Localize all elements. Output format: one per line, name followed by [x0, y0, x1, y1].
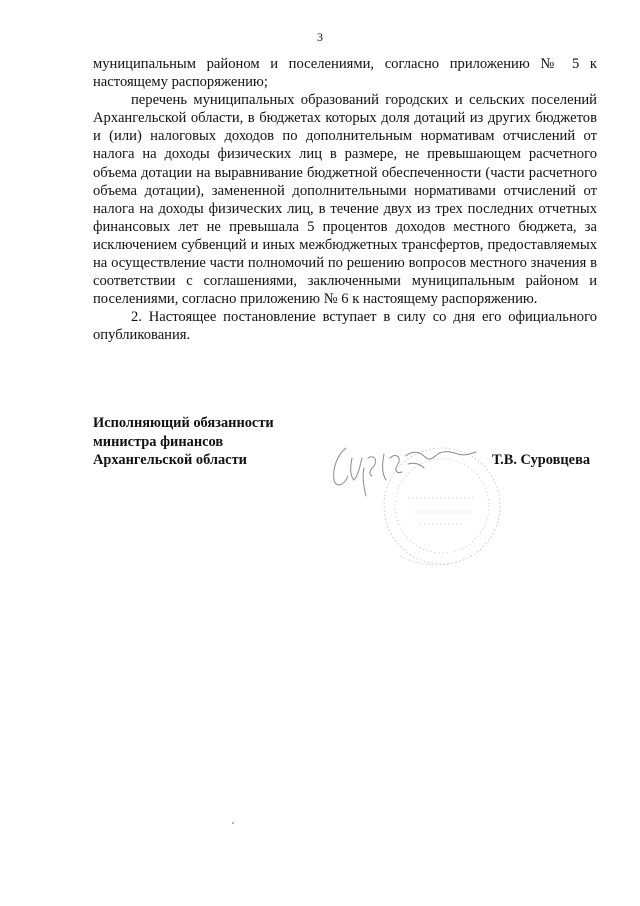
signature-and-stamp: [312, 428, 522, 578]
signatory-title-line-3: Архангельской области: [93, 452, 247, 469]
stamp-impression: [384, 448, 500, 565]
paragraph-effective-date: 2. Настоящее постановление вступает в силу со дня его официального опубликования.: [93, 309, 597, 344]
signatory-title-line-1: Исполняющий обязанности: [93, 415, 274, 431]
paragraph-continuation: муниципальным районом и поселениями, согласно приложению № 5 к настоящему распоряжению;: [93, 56, 597, 91]
scan-artifact: [232, 822, 234, 824]
paragraph-list-item: перечень муниципальных образований городских и сельских поселений Архангельской области, в бюджетах которых доля дотаций из других бюджетов и (или) налоговых доходов по дополнительным нормативам отчислений от налога на доходы физических лиц в размере, не превышающем расчетного объема дотации на выравнивание бюджетной обеспеченности (части расчетного объема дотации), замененной дополнительными нормативами отчислений от налога на доходы физических лиц, в течение двух из трех последних отчетных финансовых лет не превышала 5 процентов доходов местного бюджета, за исключением субвенций и иных межбюджетных трансфертов, предоставляемых на осуществление части полномочий по решению вопросов местного значения в соответствии с соглашениями, заключенными муниципальным районом и поселениями, согласно приложению № 6 к настоящему распоряжению.: [93, 92, 597, 308]
page-number: 3: [317, 30, 323, 44]
signatory-name: Т.В. Суровцева: [492, 452, 591, 468]
document-body: [93, 55, 597, 345]
signatory-position: [93, 414, 274, 470]
handwritten-signature: [334, 448, 476, 496]
signatory-title-line-2: министра финансов: [93, 433, 224, 450]
